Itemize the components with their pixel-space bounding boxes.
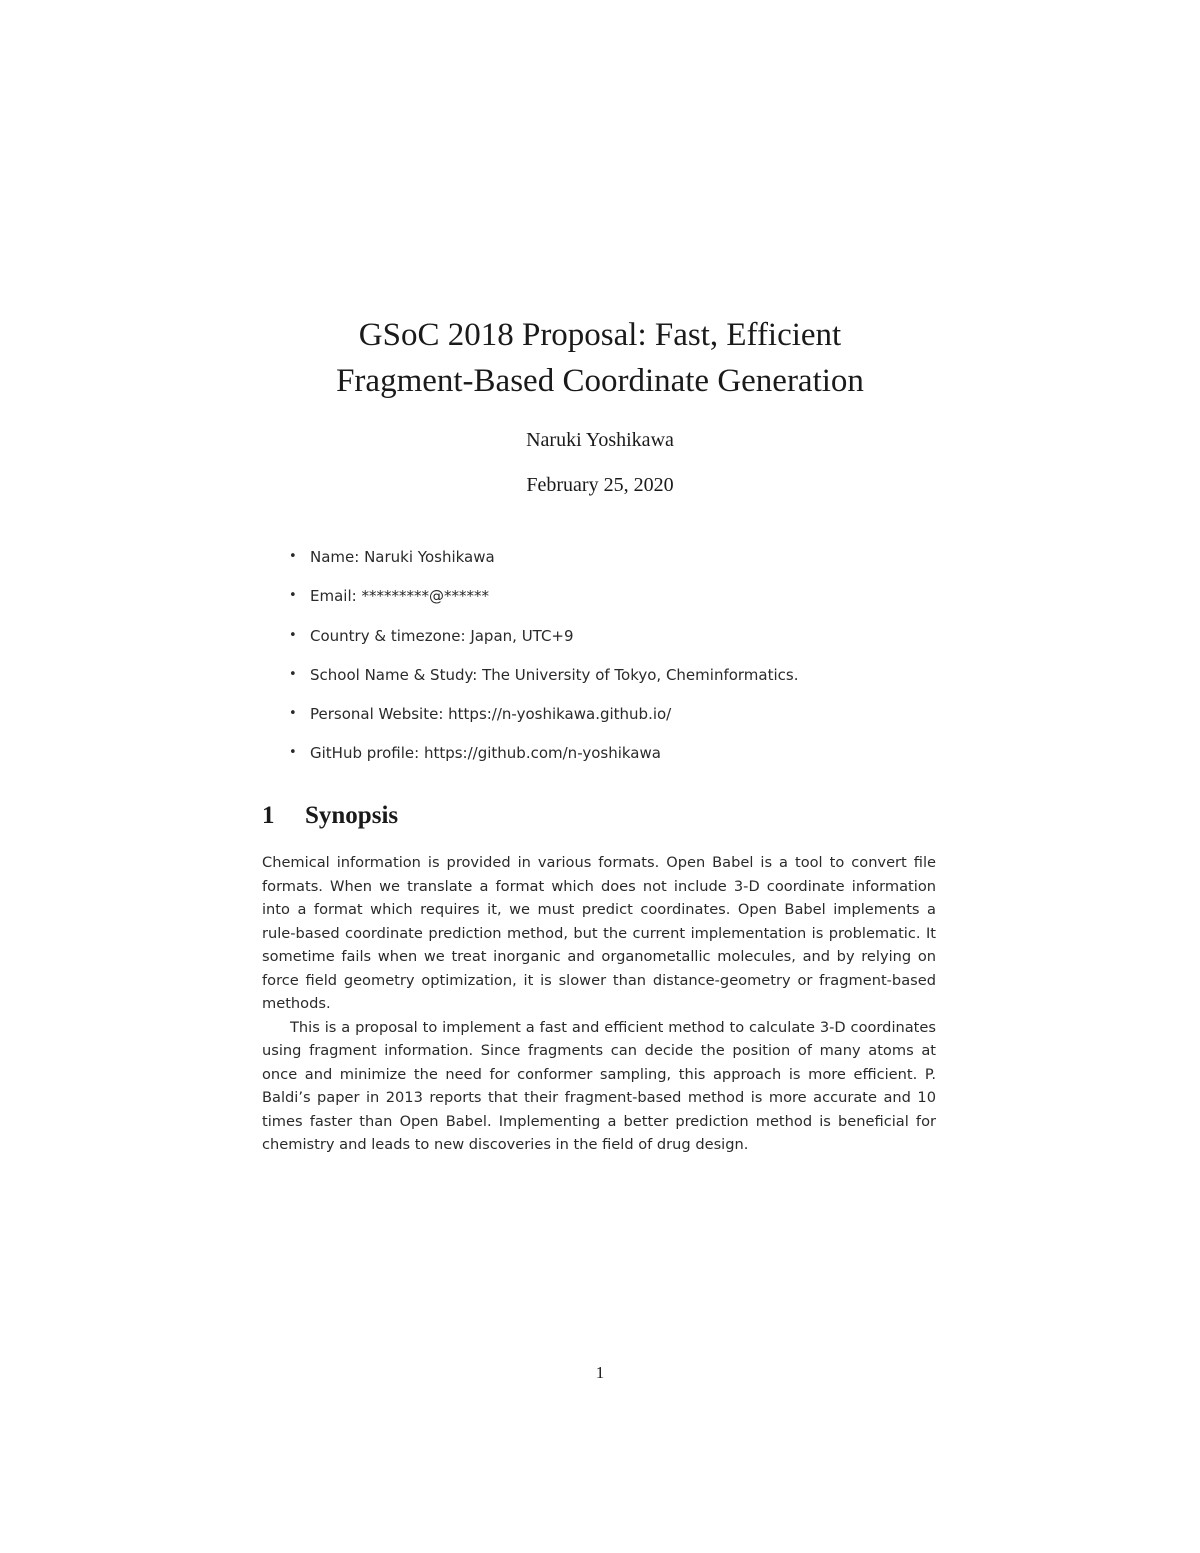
list-item — [289, 545, 799, 584]
document-title — [0, 312, 1200, 404]
info-country-timezone: Country & timezone: Japan, UTC+9 — [310, 626, 574, 645]
info-personal-website[interactable]: Personal Website: https://n-yoshikawa.github.io/ — [310, 705, 672, 724]
bullet-icon: • — [289, 666, 297, 682]
list-item — [289, 702, 799, 741]
info-github-profile[interactable]: GitHub profile: https://github.com/n-yoshikawa — [310, 744, 661, 763]
bullet-icon: • — [289, 627, 297, 643]
section-title: Synopsis — [305, 802, 399, 829]
paragraph: Chemical information is provided in various formats. Open Babel is a tool to convert file formats. When we translate a format which does not include 3-D coordinate information into a format which requires it, we must predict coordinates. Open Babel implements a rule-based coordinate prediction method, but the current implementation is problematic. It sometime fails when we treat inorganic and organometallic molecules, and by relying on force field geometry optimization, it is slower than distance-geometry or fragment-based methods. — [262, 854, 936, 1012]
title-line-1: GSoC 2018 Proposal: Fast, Efficient — [358, 317, 842, 353]
document-date: February 25, 2020 — [526, 474, 674, 496]
page-number: 1 — [595, 1363, 605, 1382]
info-school: School Name & Study: The University of Tokyo, Cheminformatics. — [310, 665, 799, 684]
contact-info-list — [289, 545, 799, 781]
bullet-icon: • — [289, 745, 297, 761]
bullet-icon: • — [289, 549, 297, 564]
section-number: 1 — [262, 802, 275, 829]
info-name: Name: Naruki Yoshikawa — [310, 548, 495, 566]
title-line-2: Fragment-Based Coordinate Generation — [336, 363, 864, 399]
paragraph: This is a proposal to implement a fast and efficient method to calculate 3-D coordinates using fragment information. Since fragments can decide the position of many atoms at once and minimize the need for conformer sampling, this approach is more efficient. P. Baldi’s paper in 2013 reports that their fragment-based method is more accurate and 10 times faster than Open Babel. Implementing a better prediction method is beneficial for chemistry and leads to new discoveries in the field of drug design. — [262, 1018, 936, 1153]
bullet-icon: • — [289, 706, 297, 722]
section-body — [262, 851, 936, 1157]
section-heading — [262, 799, 398, 833]
list-item — [289, 584, 799, 623]
author-name: Naruki Yoshikawa — [526, 429, 674, 451]
list-item — [289, 624, 799, 663]
list-item — [289, 741, 799, 780]
list-item — [289, 663, 799, 702]
bullet-icon: • — [289, 588, 297, 604]
info-email: Email: *********@****** — [310, 587, 489, 606]
